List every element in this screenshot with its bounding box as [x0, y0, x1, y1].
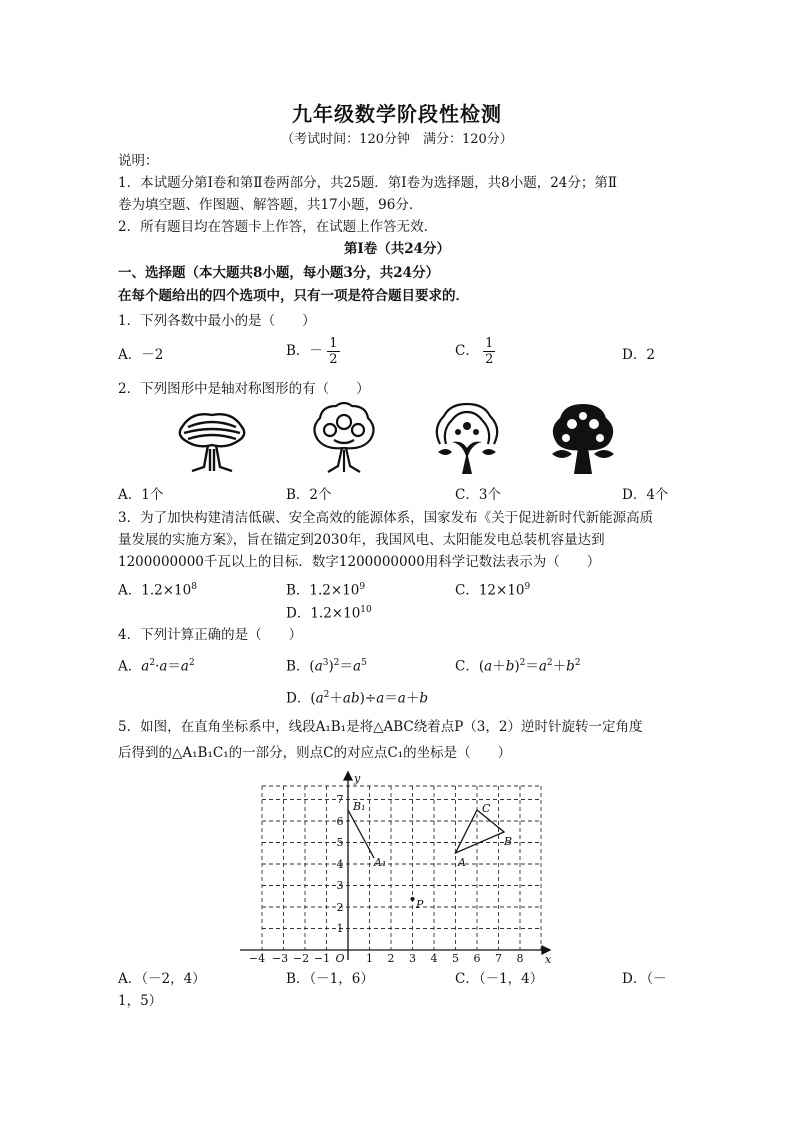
q4-a-label: A．	[118, 658, 142, 675]
x-tick-1: 1	[366, 952, 373, 965]
q3-a-base: A．1.2×10	[118, 582, 192, 599]
q3-b-exp: 9	[359, 582, 366, 592]
q1-option-b-prefix: B．－	[286, 343, 323, 359]
notes-line-1: 1．本试题分第Ⅰ卷和第Ⅱ卷两部分，共25题．第Ⅰ卷为选择题，共8小题，24分；第Ⅱ	[118, 175, 618, 191]
tree-figure-4	[548, 402, 618, 480]
x-tick-neg3: −3	[271, 952, 289, 965]
q4-option-b: B．$(a^3)^2=a^5$	[286, 658, 367, 675]
q2-stem: 2．下列图形中是轴对称图形的有（ ）	[118, 381, 370, 397]
q3-c-base: C．12×10	[455, 582, 525, 599]
q5-option-a: A．（－2，4）	[118, 971, 206, 987]
q1-option-b-fraction	[327, 336, 339, 367]
x-tick-6: 6	[473, 952, 481, 965]
x-tick-3: 3	[409, 952, 416, 965]
q3-c-exp: 9	[524, 582, 531, 592]
q1-option-b	[286, 336, 340, 367]
triangle-abc	[456, 810, 505, 853]
q3-option-a	[118, 576, 197, 602]
q3-b-base: B．1.2×10	[286, 582, 360, 599]
y-tick-5: 5	[336, 836, 344, 849]
q3-d-base: D．1.2×10	[286, 605, 361, 622]
tree-figure-1	[172, 405, 252, 477]
q4-option-d: D．$(a^2+ab)\div a=a+b$	[286, 690, 428, 707]
q2-option-d: D．4个	[622, 487, 669, 503]
exam-info: （考试时间：120分钟 满分：120分）	[281, 132, 513, 147]
q1-option-a: A．－2	[118, 347, 164, 363]
q1-c-num: 1	[485, 336, 494, 351]
segment-a1b1	[348, 810, 374, 858]
label-p: P	[416, 898, 424, 911]
q5-option-c: C．（－1，4）	[455, 971, 544, 987]
q4-option-a: A．$a^2\cdot a=a^2$	[118, 658, 195, 675]
q3-d-exp: 10	[360, 605, 372, 615]
notes-line-3: 2．所有题目均在答题卡上作答，在试题上作答无效．	[118, 219, 438, 235]
q3-line-1: 3．为了加快构建清洁低碳、安全高效的能源体系，国家发布《关于促进新时代新能源高质	[118, 510, 654, 526]
q2-option-b: B．2个	[286, 487, 332, 503]
section-title: 第Ⅰ卷（共24分）	[343, 241, 451, 257]
q1-option-c-prefix: C．	[455, 343, 479, 359]
q4-b-label: B．	[286, 658, 310, 675]
label-c: C	[482, 802, 491, 815]
coordinate-graph	[235, 768, 555, 968]
q4-c-label: C．	[455, 658, 479, 675]
q5-option-d: D．（－	[622, 971, 667, 987]
origin-label: O	[335, 952, 345, 965]
q1-stem: 1．下列各数中最小的是（ ）	[118, 313, 316, 329]
point-p	[411, 897, 415, 901]
y-tick-4: 4	[336, 858, 344, 871]
notes-heading: 说明：	[118, 153, 159, 169]
x-tick-5: 5	[452, 952, 459, 965]
q2-option-a: A．1个	[118, 487, 164, 503]
part-title: 一、选择题（本大题共8小题，每小题3分，共24分）	[118, 265, 440, 281]
q1-b-num: 1	[329, 336, 338, 351]
x-tick-7: 7	[495, 952, 502, 965]
grid-lines	[262, 786, 541, 950]
x-tick-2: 2	[387, 952, 395, 965]
q3-line-2: 量发展的实施方案》，旨在锚定到2030年，我国风电、太阳能发电总装机容量达到	[118, 532, 605, 548]
part-instruction: 在每个题给出的四个选项中，只有一项是符合题目要求的．	[118, 288, 469, 304]
q1-option-c-fraction	[483, 336, 495, 367]
label-b1: B₁	[353, 800, 366, 813]
y-tick-7: 7	[336, 793, 344, 806]
q3-option-c	[455, 576, 530, 602]
x-tick-8: 8	[516, 952, 524, 965]
q3-line-3: 1200000000千瓦以上的目标．数字1200000000用科学记数法表示为（ ）	[118, 554, 601, 570]
x-tick-neg1: −1	[313, 952, 331, 965]
q1-c-den: 2	[485, 352, 494, 367]
q1-option-c	[455, 336, 495, 367]
y-axis-arrow	[344, 772, 352, 780]
page-title: 九年级数学阶段性检测	[292, 102, 502, 126]
tree-figure-2	[308, 400, 380, 478]
label-b: B	[504, 835, 513, 848]
notes-line-2: 卷为填空题、作图题、解答题，共17小题，96分．	[118, 197, 423, 213]
y-tick-2: 2	[336, 901, 344, 914]
y-tick-6: 6	[336, 815, 344, 828]
q3-option-d	[286, 599, 372, 625]
q5-line-1: 5．如图，在直角坐标系中，线段A₁B₁是将△ABC绕着点P（3，2）逆时针旋转一定角度	[118, 719, 643, 735]
q2-option-c: C．3个	[455, 487, 501, 503]
x-tick-neg2: −2	[292, 952, 310, 965]
q3-a-exp: 8	[191, 582, 197, 592]
x-tick-neg4: −4	[248, 952, 266, 965]
x-axis-label: x	[545, 953, 552, 966]
q1-option-d: D．2	[622, 347, 655, 363]
q4-d-label: D．	[286, 690, 311, 707]
label-a1: A₁	[374, 856, 387, 869]
q3-option-b	[286, 576, 365, 602]
q4-stem: 4．下列计算正确的是（ ）	[118, 627, 303, 643]
y-tick-1: 1	[336, 922, 344, 935]
q4-option-c: C．$(a+b)^2=a^2+b^2$	[455, 658, 581, 675]
q5-line-2: 后得到的△A₁B₁C₁的一部分，则点C的对应点C₁的坐标是（ ）	[118, 745, 512, 761]
tree-figure-3	[432, 400, 502, 480]
x-tick-4: 4	[430, 952, 438, 965]
q1-b-den: 2	[329, 352, 338, 367]
y-axis-label: y	[354, 772, 361, 785]
label-a: A	[458, 856, 466, 869]
y-tick-3: 3	[336, 879, 344, 892]
q5-option-d-continued: 1，5）	[118, 993, 163, 1009]
q5-option-b: B．（－1，6）	[286, 971, 374, 987]
